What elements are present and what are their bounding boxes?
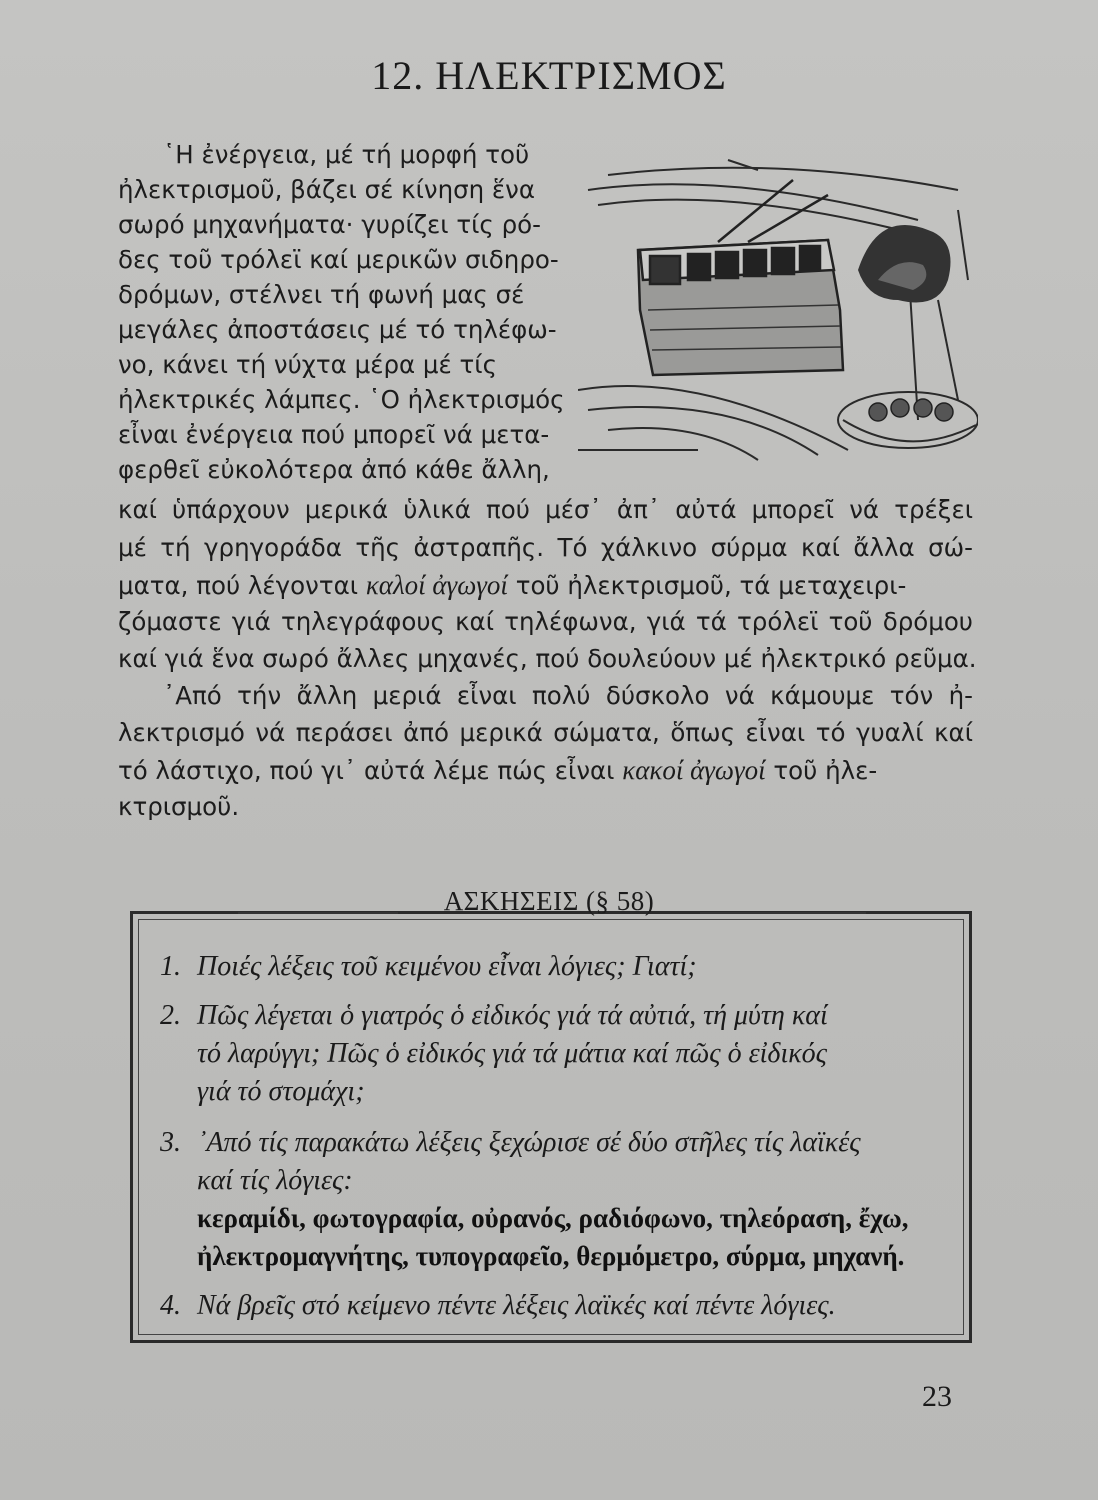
exercise-3-words-line-1: κεραμίδι, φωτογραφία, οὐρανός, ραδιόφωνο, τηλεόραση, ἔχω, [197, 1203, 909, 1233]
exercise-1-number: 1. [160, 951, 181, 982]
body-line-13-post: τοῦ ἠλεκτρισμοῦ, τά μεταχειρι- [507, 571, 907, 600]
body-line-2: ἠλεκτρισμοῦ, βάζει σέ κίνηση ἕνα [118, 175, 536, 204]
body-line-17: λεκτρισμό νά περάσει ἀπό μερικά σώματα, ὅπως εἶναι τό γυαλί καί [118, 718, 973, 747]
exercise-3-number: 3. [160, 1127, 181, 1158]
body-line-3: σωρό μηχανήματα· γυρίζει τίς ρό- [118, 210, 541, 239]
exercise-4-line-1: Νά βρεῖς στό κείμενο πέντε λέξεις λαϊκές καί πέντε λόγιες. [197, 1290, 836, 1321]
body-line-1: ῾Η ἐνέργεια, μέ τή μορφή τοῦ [163, 140, 530, 169]
body-line-14: ζόμαστε γιά τηλεγράφους καί τηλέφωνα, γιά τά τρόλεϊ τοῦ δρόμου [118, 607, 973, 636]
exercise-2-number: 2. [160, 1000, 181, 1031]
body-line-18-pre: τό λάστιχο, πού γι᾽ αὐτά λέμε πώς εἶναι [118, 756, 623, 785]
exercise-3-line-1: ᾽Από τίς παρακάτω λέξεις ξεχώρισε σέ δύο στῆλες τίς λαϊκές [197, 1127, 861, 1158]
body-line-19: κτρισμοῦ. [118, 792, 240, 821]
body-line-12: μέ τή γρηγοράδα τῆς ἀστραπῆς. Τό χάλκινο σύρμα καί ἄλλα σώ- [118, 533, 973, 562]
body-line-13-pre: ματα, πού λέγονται [118, 571, 366, 600]
body-line-18 [118, 755, 877, 786]
body-line-4: δες τοῦ τρόλεϊ καί μερικῶν σιδηρο- [118, 245, 559, 274]
body-line-16: ᾽Από τήν ἄλλη μεριά εἶναι πολύ δύσκολο νά κάμουμε τόν ἠ- [163, 681, 973, 710]
exercise-4-number: 4. [160, 1290, 181, 1321]
exercise-2-line-2: τό λαρύγγι; Πῶς ὁ εἰδικός γιά τά μάτια καί πῶς ὁ εἰδικός [197, 1038, 828, 1069]
page-title: 12. ΗΛΕΚΤΡΙΣΜΟΣ [371, 53, 727, 98]
exercise-3-words-line-2: ἠλεκτρομαγνήτης, τυπογραφεῖο, θερμόμετρο, σύρμα, μηχανή. [197, 1241, 905, 1271]
body-line-13 [118, 570, 906, 601]
exercises-title: ΑΣΚΗΣΕΙΣ (§ 58) [443, 886, 655, 916]
exercise-2-line-1: Πῶς λέγεται ὁ γιατρός ὁ εἰδικός γιά τά αὐτιά, τή μύτη καί [197, 1000, 828, 1031]
body-line-6: μεγάλες ἀποστάσεις μέ τό τηλέφω- [118, 315, 557, 344]
body-line-5: δρόμων, στέλνει τή φωνή μας σέ [118, 280, 525, 309]
body-line-8: ἠλεκτρικές λάμπες. ῾Ο ἠλεκτρισμός [118, 385, 565, 414]
body-line-7: νο, κάνει τή νύχτα μέρα μέ τίς [118, 350, 497, 379]
body-line-15: καί γιά ἕνα σωρό ἄλλες μηχανές, πού δουλεύουν μέ ἠλεκτρικό ρεῦμα. [118, 644, 977, 673]
exercise-3-line-2: καί τίς λόγιες: [197, 1165, 353, 1196]
body-line-10: φερθεῖ εὐκολότερα ἀπό κάθε ἄλλη, [118, 455, 550, 484]
body-line-18-post: τοῦ ἠλε- [765, 756, 878, 785]
page-number: 23 [922, 1380, 952, 1413]
body-line-9: εἶναι ἐνέργεια πού μπορεῖ νά μετα- [118, 420, 550, 449]
trolleybus-drawing [578, 150, 978, 465]
exercise-2-line-3: γιά τό στομάχι; [197, 1076, 365, 1107]
body-line-13-italic: καλοί ἀγωγοί [365, 570, 508, 600]
body-line-18-italic: κακοί ἀγωγοί [622, 755, 766, 785]
exercise-1-line-1: Ποιές λέξεις τοῦ κειμένου εἶναι λόγιες; Γιατί; [197, 951, 697, 982]
body-line-11: καί ὑπάρχουν μερικά ὑλικά πού μέσ᾽ ἀπ᾽ αὐτά μπορεῖ νά τρέξει [118, 495, 973, 524]
